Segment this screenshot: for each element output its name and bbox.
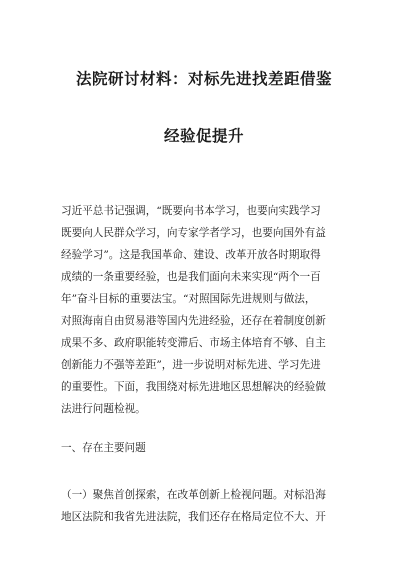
- paragraph-line: 成绩的一条重要经验，也是我们面向未来实现“两个一百: [61, 271, 321, 283]
- section-heading: 一、存在主要问题: [61, 442, 146, 454]
- paragraph-line: 既要向人民群众学习，向专家学者学习，也要向国外有益: [61, 227, 326, 239]
- paragraph-line: 经验学习”。这是我国革命、建设、改革开放各时期取得: [61, 249, 321, 261]
- paragraph-line: 的重要性。下面，我围绕对标先进地区思想解决的经验做: [61, 381, 326, 393]
- paragraph-line: 地区法院和我省先进法院，我们还存在格局定位不大、开: [61, 511, 326, 523]
- paragraph-line: 成果不多、政府职能转变滞后、市场主体培育不够、自主: [61, 337, 326, 349]
- paragraph-line: 对照海南自由贸易港等国内先进经验，还存在着制度创新: [61, 315, 326, 327]
- paragraph-line: 法进行问题检视。: [61, 403, 146, 415]
- paragraph-line: （一）聚焦首创探索，在改革创新上检视问题。对标沿海: [61, 489, 326, 501]
- paragraph-line: 习近平总书记强调，“既要向书本学习，也要向实践学习: [61, 205, 321, 217]
- paragraph-line: 年”奋斗目标的重要法宝。“对照国际先进规则与做法，: [61, 293, 316, 305]
- paragraph-line: 创新能力不强等差距”，进一步说明对标先进、学习先进: [61, 359, 321, 371]
- document-title-line-1: 法院研讨材料：对标先进找差距借鉴: [75, 69, 332, 88]
- document-title-line-2: 经验促提升: [163, 126, 244, 145]
